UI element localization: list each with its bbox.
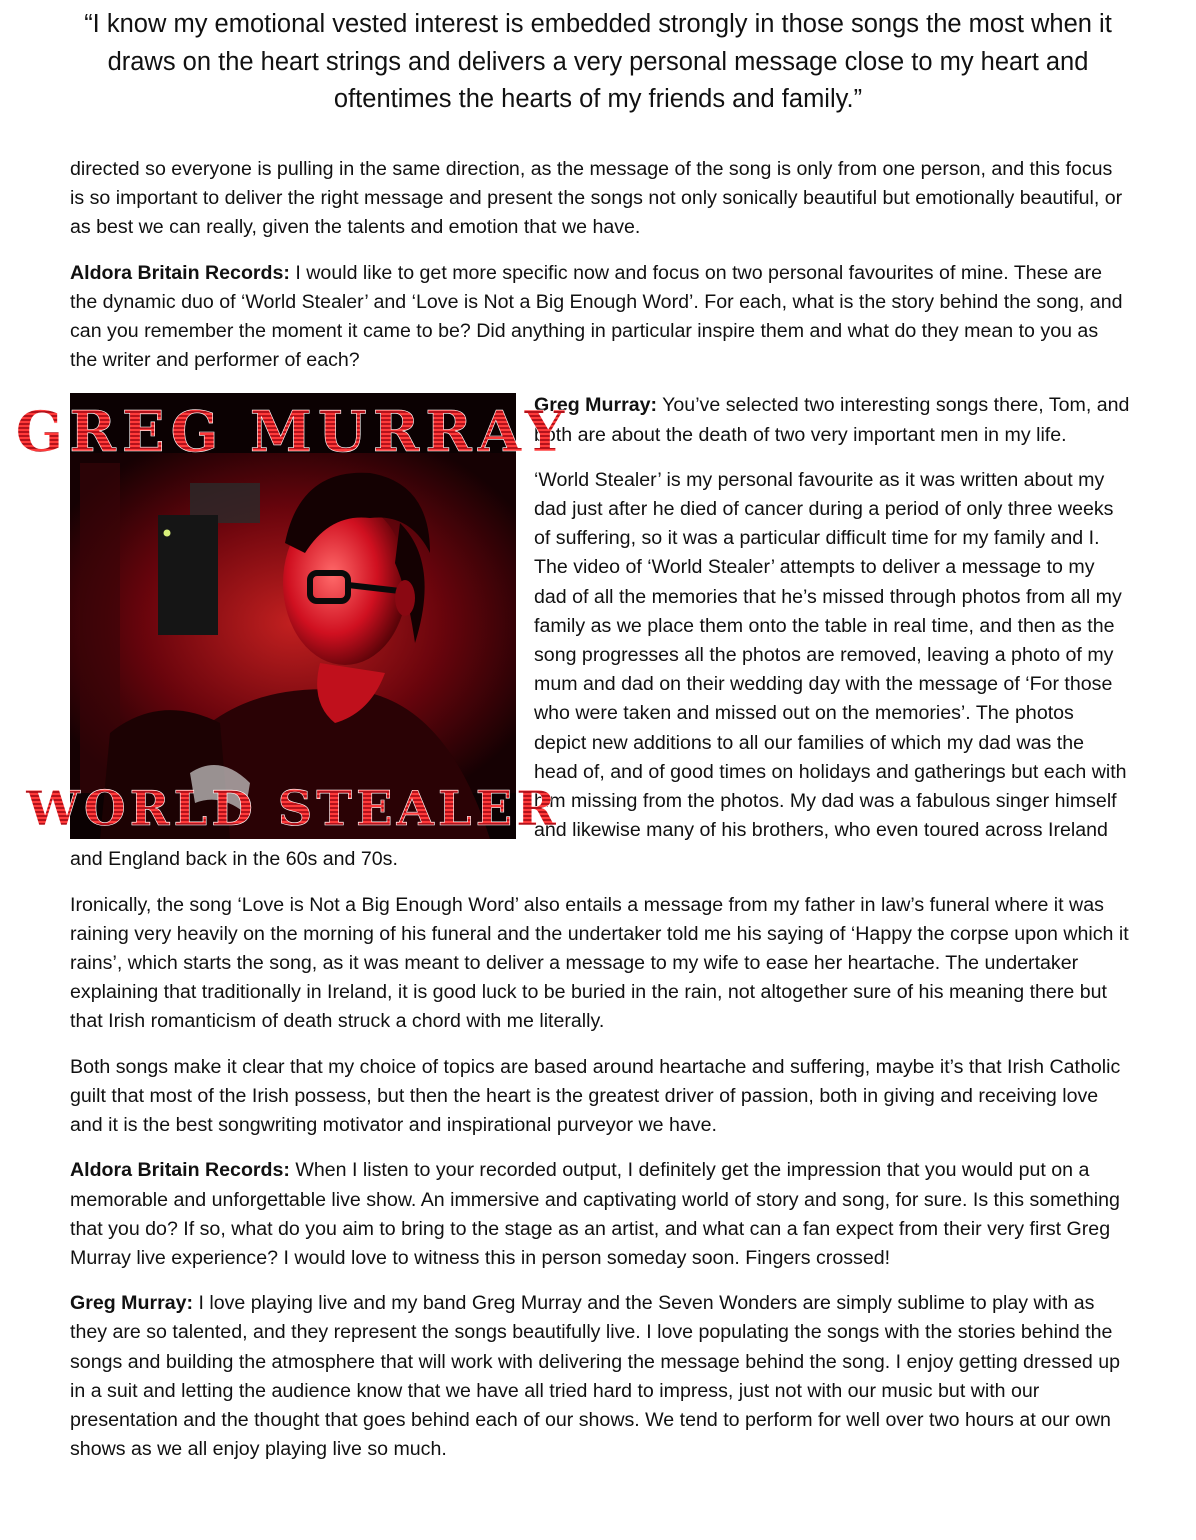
paragraph-text: I love playing live and my band Greg Murray and the Seven Wonders are simply sublime to play with as they are so talented, and they represent the songs beautifully live. I love populating the songs with the stories behind the songs and building the atmosphere that will work with delivering the message behind the song. I enjoy getting dressed up in a suit and letting the audience know that we have all tried hard to impress, just not with our music but with our presentation and the thought that goes behind each of our shows. We tend to perform for well over two hours at our own shows as we all enjoy playing live so much. xyxy=(70,1292,1120,1461)
album-cover-art xyxy=(15,393,571,839)
paragraph xyxy=(70,155,1130,243)
paragraph xyxy=(70,259,1130,376)
paragraph-text: You’ve selected two interesting songs there, Tom, and both are about the death of two very important men in my life. xyxy=(534,394,1130,446)
album-cover-image xyxy=(15,393,571,839)
cover-artist-text: GREG MURRAY xyxy=(15,399,571,466)
article-body xyxy=(15,155,1130,1480)
speaker-label: Aldora Britain Records: xyxy=(70,1159,290,1182)
speaker-label: Greg Murray: xyxy=(70,1292,194,1315)
paragraph xyxy=(70,1053,1130,1141)
paragraph xyxy=(70,1289,1130,1464)
paragraph-text: ‘World Stealer’ is my personal favourite as it was written about my dad just after he died of cancer during a period of only three weeks of suffering, so it was a particular difficult time for my family and I. The video of ‘World Stealer’ attempts to deliver a message to my dad of all the memories that he’s missed through photos from all my family as we place them onto the table in real time, and then as the song progresses all the photos are removed, leaving a photo of my mum and dad on their wedding day with the message of ‘For those who were taken and missed out on the memories’. The photos depict new additions to all our families of which my dad was the head of, and of good times on holidays and gatherings but each with him missing from the photos. My dad was a fabulous singer himself and likewise many of his brothers, who even toured across Ireland and England back in the 60s and 70s. xyxy=(70,468,1127,871)
paragraph-text: Ironically, the song ‘Love is Not a Big Enough Word’ also entails a message from my father in law’s funeral where it was raining very heavily on the morning of his funeral and the undertaker told me his saying of ‘Happy the corpse upon which it rains’, which starts the song, as it was meant to deliver a message to my wife to ease her heartache. The undertaker explaining that traditionally in Ireland, it is good luck to be buried in the rain, not altogether sure of his meaning there but that Irish romanticism of death struck a chord with me literally. xyxy=(70,893,1129,1033)
pull-quote: “I know my emotional vested interest is embedded strongly in those songs the most when it draws on the heart strings and delivers a very personal message close to my heart and oftentimes the hearts of my friends and family.” xyxy=(84,10,1112,113)
cover-title-text: WORLD STEALER xyxy=(25,781,561,838)
paragraph-text: Both songs make it clear that my choice of topics are based around heartache and suffering, maybe it’s that Irish Catholic guilt that most of the Irish possess, but then the heart is the greatest driver of passion, both in giving and receiving love and it is the best songwriting motivator and inspirational purveyor we have. xyxy=(70,1055,1121,1137)
speaker-label: Aldora Britain Records: xyxy=(70,261,290,284)
paragraph-text: When I listen to your recorded output, I definitely get the impression that you would put on a memorable and unforgettable live show. An immersive and captivating world of story and song, for sure. Is this something that you do? If so, what do you aim to bring to the stage as an artist, and what can a fan expect from their very first Greg Murray live experience? I would love to witness this in person someday soon. Fingers crossed! xyxy=(70,1159,1120,1269)
paragraph-text: directed so everyone is pulling in the same direction, as the message of the song is only from one person, and this focus is so important to deliver the right message and present the songs not only sonically beautiful but emotionally beautiful, or as best we can really, given the talents and emotion that we have. xyxy=(70,158,1123,239)
paragraph xyxy=(70,891,1130,1037)
paragraph-text: I would like to get more specific now and focus on two personal favourites of mine. These are the dynamic duo of ‘World Stealer’ and ‘Love is Not a Big Enough Word’. For each, what is the story behind the song, and can you remember the moment it came to be? Did anything in particular inspire them and what do they mean to you as the writer and performer of each? xyxy=(70,261,1123,372)
paragraph xyxy=(70,1156,1130,1273)
speaker-label: Greg Murray: xyxy=(534,394,658,417)
